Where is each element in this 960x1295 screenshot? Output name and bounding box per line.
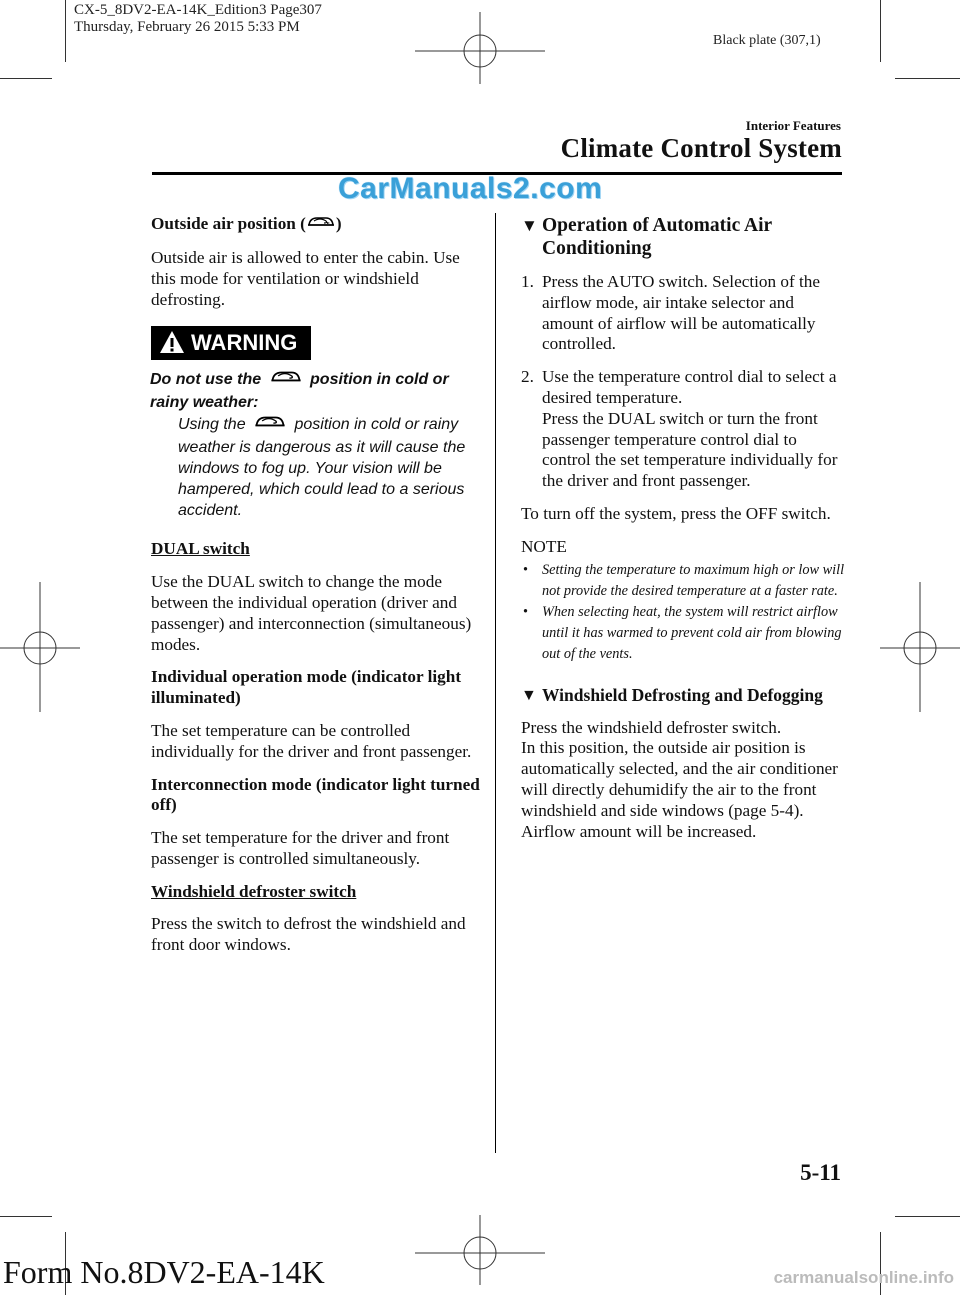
- print-info-line2: Thursday, February 26 2015 5:33 PM: [74, 19, 300, 35]
- warning-body: Using the position in cold or rainy weather is dangerous as it will cause the windows to fog up. Your vision will be hampered, which could lead to a serious accident.: [178, 413, 481, 521]
- defog-text-2: In this position, the outside air position is automatically selected, and the air conditioner will directly dehumidify the air to the front windshield and side windows (page 5-4). Airflow amount will be increased.: [521, 738, 838, 841]
- step-2: 2. Use the temperature control dial to select a desired temperature. Press the DUAL switch or turn the front passenger temperature control dial to control the set temperature individually for the driver and front passenger.: [521, 367, 838, 491]
- note-label: NOTE: [521, 536, 567, 556]
- outside-air-icon: [250, 413, 290, 437]
- note-item: • When selecting heat, the system will restrict airflow until it has warmed to prevent cold air from blowing out of the vents.: [523, 603, 842, 662]
- step-1: 1. Press the AUTO switch. Selection of the airflow mode, air intake selector and amount of airflow will be automatically controlled.: [521, 272, 820, 354]
- dual-heading: DUAL switch: [151, 539, 250, 559]
- warning-label: WARNING: [191, 330, 298, 356]
- form-number: Form No.8DV2-EA-14K: [3, 1254, 325, 1290]
- step-number: 2.: [521, 367, 534, 387]
- plate-label: Black plate (307,1): [713, 33, 821, 48]
- outside-air-text: Outside air is allowed to enter the cabin. Use this mode for ventilation or windshield defrosting.: [151, 247, 460, 309]
- warning-heading: Do not use the position in cold or rainy weather:: [150, 368, 481, 413]
- dual-text: Use the DUAL switch to change the mode between the individual operation (driver and passenger) and interconnection (simultaneous) modes.: [151, 572, 472, 654]
- interconnection-heading: Interconnection mode (indicator light turned off): [151, 774, 480, 815]
- registration-mark-top: [415, 12, 545, 84]
- note-item: • Setting the temperature to maximum high or low will not provide the desired temperature at a faster rate.: [523, 561, 845, 599]
- crop-mark: [895, 1216, 960, 1217]
- watermark: CarManuals2.com: [338, 172, 603, 205]
- registration-mark-bottom: [415, 1215, 545, 1285]
- warning-badge: [151, 326, 481, 360]
- site-watermark: carmanualsonline.info: [773, 1268, 954, 1287]
- print-info-line1: CX-5_8DV2-EA-14K_Edition3 Page307: [74, 2, 322, 18]
- crop-mark: [65, 0, 66, 62]
- page-number: 5-11: [800, 1160, 841, 1185]
- crop-mark: [0, 1216, 52, 1217]
- triangle-icon: ▼: [521, 216, 538, 235]
- triangle-icon: ▼: [521, 686, 537, 704]
- right-column: [521, 214, 846, 842]
- registration-mark-left: [0, 582, 80, 712]
- crop-mark: [0, 78, 52, 79]
- crop-mark: [880, 0, 881, 62]
- outside-air-icon: [266, 368, 306, 392]
- registration-mark-right: [880, 582, 960, 712]
- outside-air-icon: [306, 214, 336, 236]
- warning-icon: [159, 330, 185, 354]
- interconnection-text: The set temperature for the driver and front passenger is controlled simultaneously.: [151, 828, 450, 868]
- individual-text: The set temperature can be controlled individually for the driver and front passenger.: [151, 720, 472, 761]
- outside-air-heading: Outside air position ( ): [151, 214, 481, 236]
- auto-heading: ▼ Operation of Automatic Air Conditioning: [521, 215, 772, 259]
- bullet-icon: •: [523, 603, 529, 620]
- left-column: [151, 214, 481, 968]
- off-text: To turn off the system, press the OFF switch.: [521, 503, 831, 523]
- crop-mark: [895, 78, 960, 79]
- defroster-text: Press the switch to defrost the windshield and front door windows.: [151, 914, 466, 955]
- individual-heading: Individual operation mode (indicator light illuminated): [151, 667, 462, 708]
- bullet-icon: •: [523, 561, 529, 578]
- column-divider: [495, 213, 496, 1153]
- defog-heading: ▼ Windshield Defrosting and Defogging: [521, 684, 823, 705]
- print-info: [74, 2, 322, 36]
- section-label: Interior Features: [745, 118, 841, 133]
- defog-text-1: Press the windshield defroster switch.: [521, 717, 782, 737]
- step-number: 1.: [521, 272, 534, 291]
- defroster-heading: Windshield defroster switch: [151, 881, 357, 901]
- page-title: Climate Control System: [560, 133, 842, 163]
